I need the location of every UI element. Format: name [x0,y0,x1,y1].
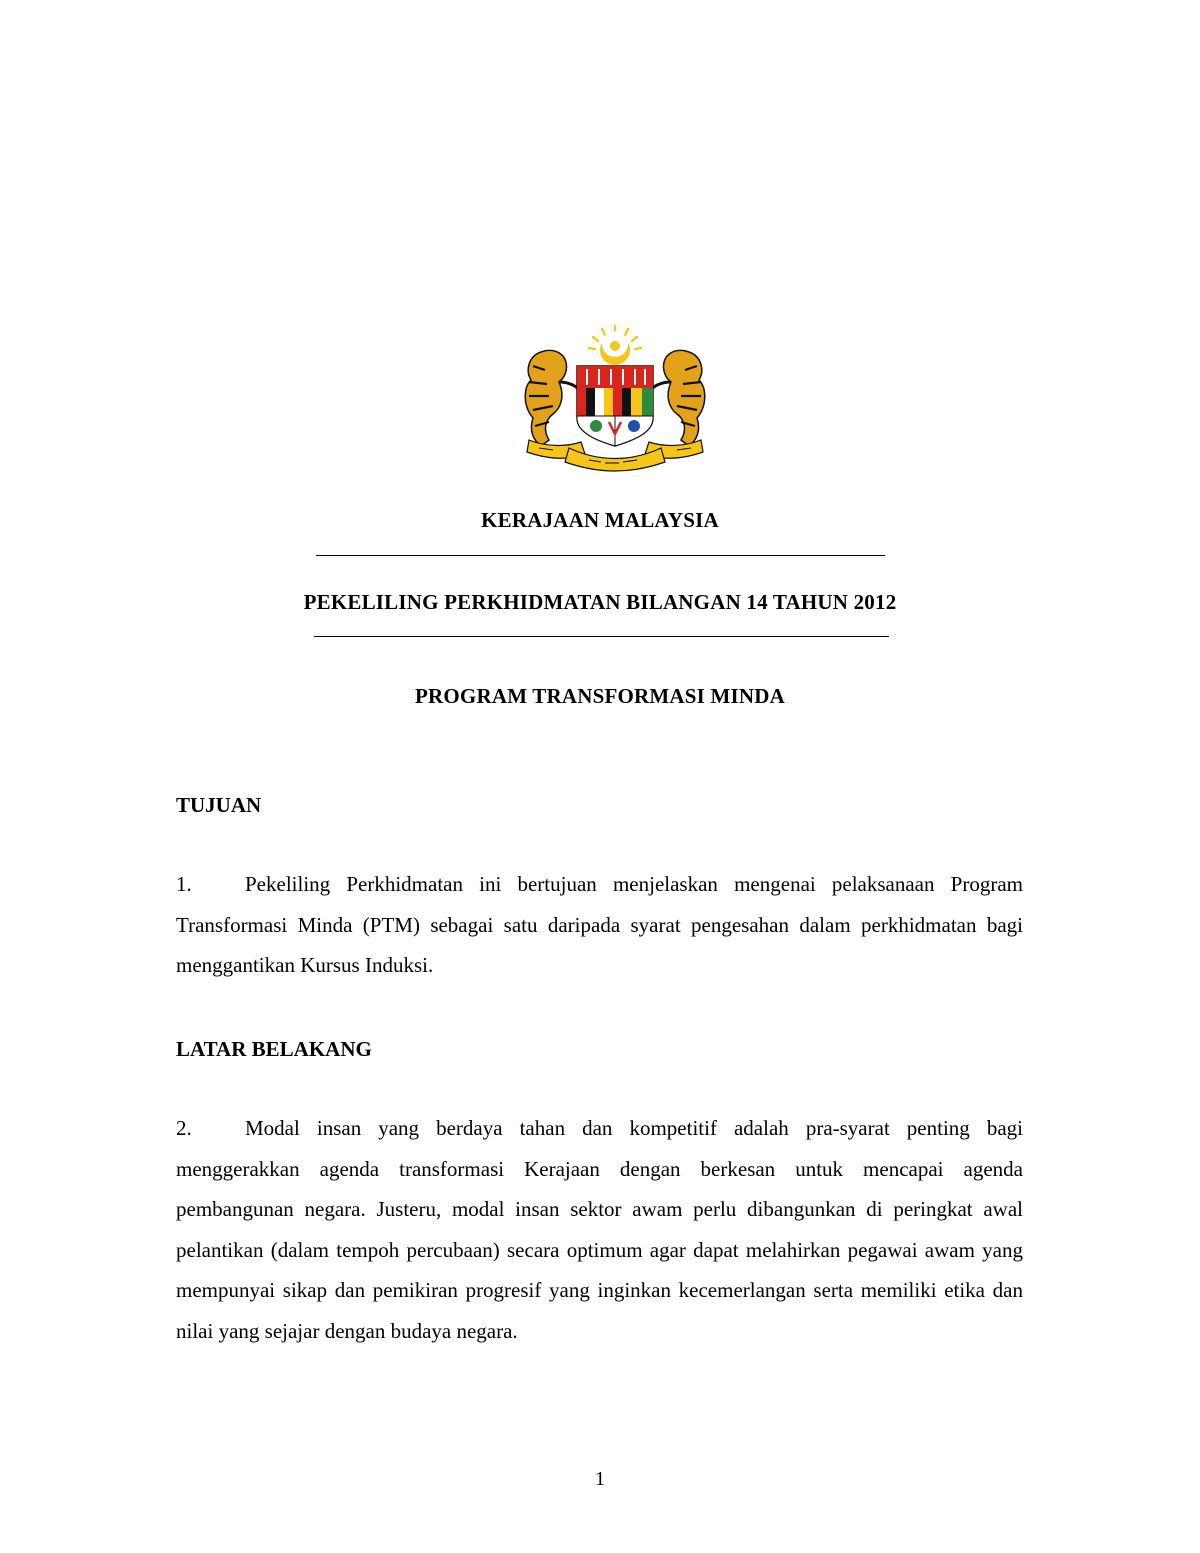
section-heading-tujuan: TUJUAN [176,793,262,817]
paragraph-1 [176,864,1023,986]
page-number: 1 [595,1468,605,1490]
program-title: PROGRAM TRANSFORMASI MINDA [415,684,785,708]
paragraph-number: 2. [176,1116,192,1140]
paragraph-number: 1. [176,872,192,896]
government-title: KERAJAAN MALAYSIA [481,508,719,532]
circular-title: PEKELILING PERKHIDMATAN BILANGAN 14 TAHUN 2012 [303,590,897,614]
title-divider-bottom [314,636,889,637]
section-heading-latar-belakang: LATAR BELAKANG [176,1037,372,1061]
title-divider-top [316,555,885,556]
paragraph-2 [176,1108,1023,1351]
paragraph-text: Pekeliling Perkhidmatan ini bertujuan menjelaskan mengenai pelaksanaan Program Transformasi Minda (PTM) sebagai satu daripada syarat pengesahan dalam perkhidmatan bagi menggantikan Kursus Induksi. [176,872,1023,977]
paragraph-text: Modal insan yang berdaya tahan dan kompetitif adalah pra-syarat penting bagi menggerakkan agenda transformasi Kerajaan dengan berkesan untuk mencapai agenda pembangunan negara. Justeru, modal insan sektor awam perlu dibangunkan di peringkat awal pelantikan (dalam tempoh percubaan) secara optimum agar dapat melahirkan pegawai awam yang mempunyai sikap dan pemikiran progresif yang inginkan kecemerlangan serta memiliki etika dan nilai yang sejajar dengan budaya negara. [176,1116,1023,1343]
coat-of-arms-icon [519,322,711,472]
